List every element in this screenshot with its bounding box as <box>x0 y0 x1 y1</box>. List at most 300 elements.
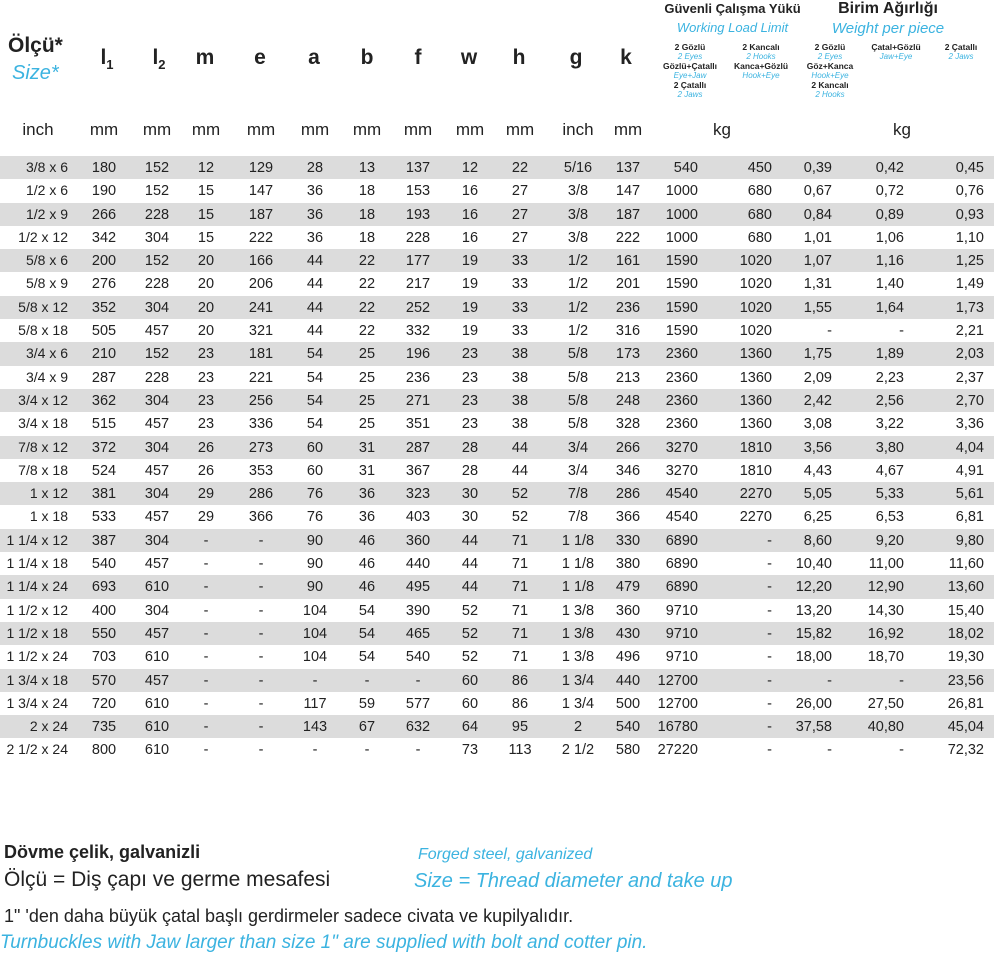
cell-f: 177 <box>405 253 431 270</box>
table-row <box>0 482 994 505</box>
cell-weight-eyes: 2,42 <box>803 392 832 409</box>
table-row <box>0 622 994 645</box>
unit-f: mm <box>403 120 433 139</box>
cell-b: 36 <box>358 509 376 526</box>
cell-weight-jaws: 45,04 <box>947 719 984 736</box>
cell-a: 44 <box>306 299 324 316</box>
cell-size: 1 1/2 x 12 <box>6 601 68 618</box>
cell-k: 248 <box>615 392 641 409</box>
unit-h: mm <box>505 120 535 139</box>
cell-weight-jaw-eye: 0,42 <box>875 160 904 176</box>
cell-size: 5/8 x 9 <box>25 275 68 292</box>
cell-g: 1 3/8 <box>561 625 595 642</box>
cell-w: 23 <box>461 346 479 363</box>
cell-weight-jaw-eye: 16,92 <box>867 625 904 642</box>
table-row <box>0 505 994 528</box>
table-row <box>0 645 994 668</box>
cell-wll-eyes: 2360 <box>665 346 698 363</box>
cell-l2: 304 <box>144 439 170 456</box>
cell-wll-eyes: 12700 <box>657 695 698 712</box>
cell-h: 86 <box>511 672 529 689</box>
unit-m: mm <box>191 120 221 139</box>
cell-wll-eyes: 6890 <box>665 532 698 549</box>
cell-weight-jaws: 2,03 <box>955 346 984 363</box>
cell-g: 5/8 <box>567 416 589 433</box>
cell-l1: 693 <box>91 579 117 596</box>
unit-e: mm <box>246 120 276 139</box>
table-row <box>0 249 994 272</box>
cell-k: 266 <box>615 439 641 456</box>
cell-a: 76 <box>306 509 324 526</box>
cell-f: 236 <box>405 369 431 386</box>
cell-size: 3/4 x 12 <box>18 391 68 408</box>
cell-m: - <box>203 742 209 759</box>
cell-h: 38 <box>511 416 529 433</box>
cell-k: 380 <box>615 556 641 573</box>
cell-wll-hooks: 1020 <box>739 253 772 270</box>
cell-w: 28 <box>461 462 479 479</box>
cell-b: 46 <box>358 579 376 596</box>
table-row <box>0 319 994 342</box>
cell-f: 332 <box>405 323 431 340</box>
cell-l2: 457 <box>144 672 170 689</box>
cell-f: 323 <box>405 486 431 503</box>
cell-wll-hooks: 1360 <box>739 392 772 409</box>
cell-l2: 457 <box>144 625 170 642</box>
cell-g: 3/8 <box>567 206 589 223</box>
cell-f: 287 <box>405 439 431 456</box>
cell-wll-hooks: - <box>767 695 772 712</box>
cell-e: 147 <box>248 183 274 200</box>
table-row <box>0 366 994 389</box>
cell-l1: 524 <box>91 462 117 479</box>
cell-l2: 152 <box>144 160 170 176</box>
cell-g: 1/2 <box>567 323 589 340</box>
cell-weight-jaws: 6,81 <box>955 509 984 526</box>
cell-weight-eyes: 0,39 <box>803 160 832 176</box>
cell-k: 328 <box>615 416 641 433</box>
table-row <box>0 226 994 249</box>
bw-c3-tr: 2 Çatallı <box>944 42 978 52</box>
cell-h: 22 <box>511 160 529 176</box>
cell-weight-eyes: 10,40 <box>795 556 832 573</box>
cell-wll-eyes: 6890 <box>665 556 698 573</box>
cell-wll-eyes: 1000 <box>665 206 698 223</box>
cell-b: 25 <box>358 346 376 363</box>
cell-weight-eyes: 37,58 <box>795 719 832 736</box>
cell-w: 64 <box>461 719 479 736</box>
unit-l1: mm <box>89 120 119 139</box>
cell-m: - <box>203 695 209 712</box>
cell-e: - <box>258 625 264 642</box>
size-header-en: Size* <box>12 62 59 84</box>
note-tr: 1" 'den daha büyük çatal başlı gerdirmeler sadece civata ve kupilyalıdır. <box>4 906 574 926</box>
cell-size: 3/4 x 6 <box>25 345 68 362</box>
cell-k: 316 <box>615 323 641 340</box>
cell-weight-jaw-eye: 3,22 <box>875 416 904 433</box>
cell-a: 54 <box>306 346 324 363</box>
cell-wll-eyes: 3270 <box>665 439 698 456</box>
cell-a: 44 <box>306 323 324 340</box>
cell-a: 36 <box>306 183 324 200</box>
table-row <box>0 715 994 738</box>
cell-g: 1 3/4 <box>561 695 595 712</box>
cell-h: 33 <box>511 323 529 340</box>
cell-h: 71 <box>511 602 529 619</box>
cell-k: 222 <box>615 229 641 246</box>
cell-wll-hooks: - <box>767 532 772 549</box>
cell-g: 1 3/8 <box>561 602 595 619</box>
cell-size: 5/8 x 6 <box>25 252 68 269</box>
cell-l1: 570 <box>91 672 117 689</box>
table-row <box>0 412 994 435</box>
cell-e: 241 <box>248 299 274 316</box>
cell-f: 465 <box>405 625 431 642</box>
cell-wll-hooks: - <box>767 579 772 596</box>
cell-f: 196 <box>405 346 431 363</box>
cell-g: 1 1/8 <box>561 579 595 596</box>
cell-size: 1 x 18 <box>29 508 68 525</box>
cell-l2: 610 <box>144 649 170 666</box>
cell-m: 26 <box>197 462 215 479</box>
cell-l2: 610 <box>144 719 170 736</box>
cell-weight-jaw-eye: 12,90 <box>867 579 904 596</box>
cell-l1: 352 <box>91 299 117 316</box>
cell-l1: 515 <box>91 416 117 433</box>
cell-weight-eyes: - <box>827 323 832 340</box>
cell-e: - <box>258 556 264 573</box>
cell-a: 90 <box>306 532 324 549</box>
cell-w: 16 <box>461 183 479 200</box>
cell-l1: 276 <box>91 276 117 293</box>
cell-b: 54 <box>358 625 376 642</box>
wll-c2-en: 2 Hooks <box>746 52 776 61</box>
cell-weight-jaw-eye: 9,20 <box>875 532 904 549</box>
cell-h: 33 <box>511 276 529 293</box>
table-row <box>0 552 994 575</box>
unit-l2: mm <box>142 120 172 139</box>
cell-f: 632 <box>405 719 431 736</box>
cell-l2: 228 <box>144 206 170 223</box>
cell-b: 25 <box>358 416 376 433</box>
cell-wll-eyes: 2360 <box>665 369 698 386</box>
cell-f: 577 <box>405 695 431 712</box>
cell-size: 2 x 24 <box>29 718 68 735</box>
cell-e: 256 <box>248 392 274 409</box>
cell-wll-hooks: 1020 <box>739 299 772 316</box>
bw-col2-labels <box>864 42 928 61</box>
bw-c1b-tr: Göz+Kanca <box>806 61 854 71</box>
cell-wll-hooks: - <box>767 742 772 759</box>
cell-g: 2 1/2 <box>561 742 595 759</box>
cell-f: - <box>415 742 421 759</box>
cell-weight-jaw-eye: - <box>899 742 904 759</box>
wll-col1-labels <box>655 42 725 99</box>
wll-c1b-tr: Gözlü+Çatallı <box>662 61 718 71</box>
cell-b: 22 <box>358 323 376 340</box>
cell-weight-jaw-eye: 40,80 <box>867 719 904 736</box>
cell-weight-eyes: 2,09 <box>803 369 832 386</box>
cell-b: 54 <box>358 602 376 619</box>
cell-wll-eyes: 1000 <box>665 229 698 246</box>
cell-weight-eyes: 3,56 <box>803 439 832 456</box>
cell-m: 20 <box>197 323 215 340</box>
cell-b: 36 <box>358 486 376 503</box>
cell-f: 351 <box>405 416 431 433</box>
cell-a: 104 <box>302 625 328 642</box>
cell-h: 33 <box>511 253 529 270</box>
cell-m: 15 <box>197 229 215 246</box>
size-definition-en: Size = Thread diameter and take up <box>414 870 733 892</box>
cell-wll-hooks: 1020 <box>739 323 772 340</box>
cell-size: 1 1/4 x 18 <box>6 555 68 572</box>
cell-m: - <box>203 719 209 736</box>
table-row <box>0 738 994 761</box>
cell-weight-jaws: 4,91 <box>955 462 984 479</box>
col-g: g <box>569 46 583 69</box>
cell-f: 367 <box>405 462 431 479</box>
cell-m: - <box>203 532 209 549</box>
cell-weight-eyes: 8,60 <box>803 532 832 549</box>
cell-m: 15 <box>197 183 215 200</box>
cell-m: 20 <box>197 299 215 316</box>
cell-weight-eyes: 18,00 <box>795 649 832 666</box>
cell-a: 76 <box>306 486 324 503</box>
cell-f: - <box>415 672 421 689</box>
cell-e: - <box>258 579 264 596</box>
cell-e: - <box>258 672 264 689</box>
cell-b: 22 <box>358 276 376 293</box>
cell-f: 228 <box>405 229 431 246</box>
cell-g: 5/8 <box>567 369 589 386</box>
cell-b: 54 <box>358 649 376 666</box>
cell-size: 7/8 x 12 <box>18 438 68 455</box>
cell-a: 90 <box>306 556 324 573</box>
cell-k: 430 <box>615 625 641 642</box>
cell-e: - <box>258 602 264 619</box>
cell-w: 12 <box>461 160 479 176</box>
bw-c1b-en: Hook+Eye <box>811 71 849 80</box>
cell-f: 390 <box>405 602 431 619</box>
cell-f: 440 <box>405 556 431 573</box>
cell-h: 27 <box>511 229 529 246</box>
cell-weight-jaw-eye: - <box>899 323 904 340</box>
cell-e: - <box>258 649 264 666</box>
cell-l1: 703 <box>91 649 117 666</box>
cell-l1: 180 <box>91 160 117 176</box>
cell-l2: 228 <box>144 369 170 386</box>
cell-weight-jaws: 0,76 <box>955 183 984 200</box>
cell-l2: 304 <box>144 486 170 503</box>
cell-weight-eyes: 5,05 <box>803 486 832 503</box>
cell-m: - <box>203 649 209 666</box>
cell-weight-eyes: 15,82 <box>795 625 832 642</box>
cell-a: 28 <box>306 160 324 176</box>
size-definition-tr: Ölçü = Diş çapı ve germe mesafesi <box>4 868 331 891</box>
cell-k: 540 <box>615 719 641 736</box>
cell-k: 161 <box>615 253 641 270</box>
cell-wll-eyes: 3270 <box>665 462 698 479</box>
cell-h: 52 <box>511 509 529 526</box>
cell-f: 360 <box>405 532 431 549</box>
wll-c1c-en: 2 Jaws <box>677 90 703 99</box>
cell-g: 1 3/4 <box>561 672 595 689</box>
cell-a: 104 <box>302 649 328 666</box>
table-row <box>0 692 994 715</box>
cell-g: 1/2 <box>567 299 589 316</box>
cell-m: - <box>203 625 209 642</box>
cell-l1: 372 <box>91 439 117 456</box>
cell-size: 5/8 x 12 <box>18 298 68 315</box>
cell-h: 71 <box>511 649 529 666</box>
cell-w: 23 <box>461 392 479 409</box>
cell-e: 129 <box>248 160 274 176</box>
cell-weight-eyes: 1,01 <box>803 229 832 246</box>
cell-e: 273 <box>248 439 274 456</box>
cell-l2: 457 <box>144 416 170 433</box>
cell-wll-hooks: - <box>767 649 772 666</box>
col-l2: $l_2$ <box>152 46 166 73</box>
cell-wll-eyes: 16780 <box>657 719 698 736</box>
cell-wll-eyes: 6890 <box>665 579 698 596</box>
cell-weight-jaw-eye: 18,70 <box>867 649 904 666</box>
table-row <box>0 459 994 482</box>
cell-wll-eyes: 9710 <box>665 625 698 642</box>
cell-k: 236 <box>615 299 641 316</box>
cell-m: 20 <box>197 253 215 270</box>
cell-weight-jaw-eye: 14,30 <box>867 602 904 619</box>
unit-b: mm <box>352 120 382 139</box>
cell-b: 18 <box>358 229 376 246</box>
cell-weight-eyes: 1,31 <box>803 276 832 293</box>
cell-g: 2 <box>573 719 583 736</box>
unit-g: inch <box>562 120 594 139</box>
cell-k: 330 <box>615 532 641 549</box>
cell-weight-jaws: 19,30 <box>947 649 984 666</box>
cell-b: 46 <box>358 556 376 573</box>
cell-wll-eyes: 4540 <box>665 486 698 503</box>
col-w: w <box>460 46 478 69</box>
cell-wll-hooks: 2270 <box>739 486 772 503</box>
cell-weight-jaw-eye: 1,06 <box>875 229 904 246</box>
cell-l2: 304 <box>144 392 170 409</box>
cell-l2: 228 <box>144 276 170 293</box>
cell-weight-eyes: 3,08 <box>803 416 832 433</box>
cell-l1: 190 <box>91 183 117 200</box>
cell-h: 33 <box>511 299 529 316</box>
cell-b: 22 <box>358 299 376 316</box>
cell-weight-jaws: 23,56 <box>947 672 984 689</box>
table-row <box>0 272 994 295</box>
cell-wll-hooks: 1810 <box>739 462 772 479</box>
cell-l2: 457 <box>144 509 170 526</box>
cell-e: 222 <box>248 229 274 246</box>
cell-l2: 610 <box>144 579 170 596</box>
cell-l1: 381 <box>91 486 117 503</box>
cell-size: 1 1/4 x 24 <box>6 578 68 595</box>
cell-f: 495 <box>405 579 431 596</box>
cell-w: 52 <box>461 649 479 666</box>
col-m: m <box>195 46 215 69</box>
cell-size: 1 1/4 x 12 <box>6 531 68 548</box>
cell-e: 366 <box>248 509 274 526</box>
cell-wll-eyes: 27220 <box>657 742 698 759</box>
cell-l1: 800 <box>91 742 117 759</box>
cell-m: 23 <box>197 392 215 409</box>
col-a: a <box>308 46 320 69</box>
cell-w: 60 <box>461 695 479 712</box>
cell-l1: 540 <box>91 556 117 573</box>
cell-h: 44 <box>511 462 529 479</box>
cell-l1: 400 <box>91 602 117 619</box>
cell-f: 252 <box>405 299 431 316</box>
cell-m: 29 <box>197 486 215 503</box>
cell-weight-jaw-eye: 1,40 <box>875 276 904 293</box>
table-row <box>0 156 994 179</box>
cell-wll-hooks: 1360 <box>739 369 772 386</box>
cell-a: 36 <box>306 229 324 246</box>
cell-a: 143 <box>302 719 328 736</box>
cell-size: 3/8 x 6 <box>25 159 68 175</box>
cell-l1: 533 <box>91 509 117 526</box>
bw-c1c-en: 2 Hooks <box>815 90 845 99</box>
cell-size: 1 3/4 x 24 <box>6 694 68 711</box>
col-b: b <box>360 46 374 69</box>
cell-size: 1 3/4 x 18 <box>6 671 68 688</box>
cell-size: 1/2 x 9 <box>25 205 68 222</box>
cell-weight-jaws: 2,21 <box>955 323 984 340</box>
cell-size: 1 x 12 <box>29 485 68 502</box>
cell-g: 3/8 <box>567 229 589 246</box>
material-en: Forged steel, galvanized <box>418 846 593 863</box>
cell-weight-eyes: 1,55 <box>803 299 832 316</box>
cell-size: 3/4 x 9 <box>25 368 68 385</box>
unit-a: mm <box>300 120 330 139</box>
cell-weight-eyes: 4,43 <box>803 462 832 479</box>
cell-m: - <box>203 672 209 689</box>
cell-k: 346 <box>615 462 641 479</box>
cell-l2: 610 <box>144 742 170 759</box>
cell-e: 321 <box>248 323 274 340</box>
bw-col1-labels <box>800 42 860 99</box>
cell-l2: 304 <box>144 532 170 549</box>
bw-c3-en: 2 Jaws <box>948 52 974 61</box>
cell-k: 500 <box>615 695 641 712</box>
weight-subtitle: Weight per piece <box>831 20 945 37</box>
cell-k: 173 <box>615 346 641 363</box>
cell-weight-jaws: 1,49 <box>955 276 984 293</box>
bw-c2-tr: Çatal+Gözlü <box>871 42 921 52</box>
table-row <box>0 669 994 692</box>
cell-weight-jaws: 26,81 <box>947 695 984 712</box>
wll-title: Güvenli Çalışma Yükü <box>664 1 801 16</box>
cell-weight-jaws: 1,10 <box>955 229 984 246</box>
cell-b: 31 <box>358 462 376 479</box>
cell-h: 71 <box>511 625 529 642</box>
cell-size: 1/2 x 6 <box>25 182 68 199</box>
cell-a: - <box>312 672 318 689</box>
cell-weight-eyes: - <box>827 672 832 689</box>
cell-w: 52 <box>461 602 479 619</box>
cell-k: 147 <box>615 183 641 200</box>
bw-c1-en: 2 Eyes <box>817 52 843 61</box>
unit-w: mm <box>455 120 485 139</box>
cell-weight-jaw-eye: 3,80 <box>875 439 904 456</box>
cell-w: 44 <box>461 556 479 573</box>
cell-f: 540 <box>405 649 431 666</box>
bw-c1c-tr: 2 Kancalı <box>811 80 849 90</box>
cell-l2: 457 <box>144 556 170 573</box>
